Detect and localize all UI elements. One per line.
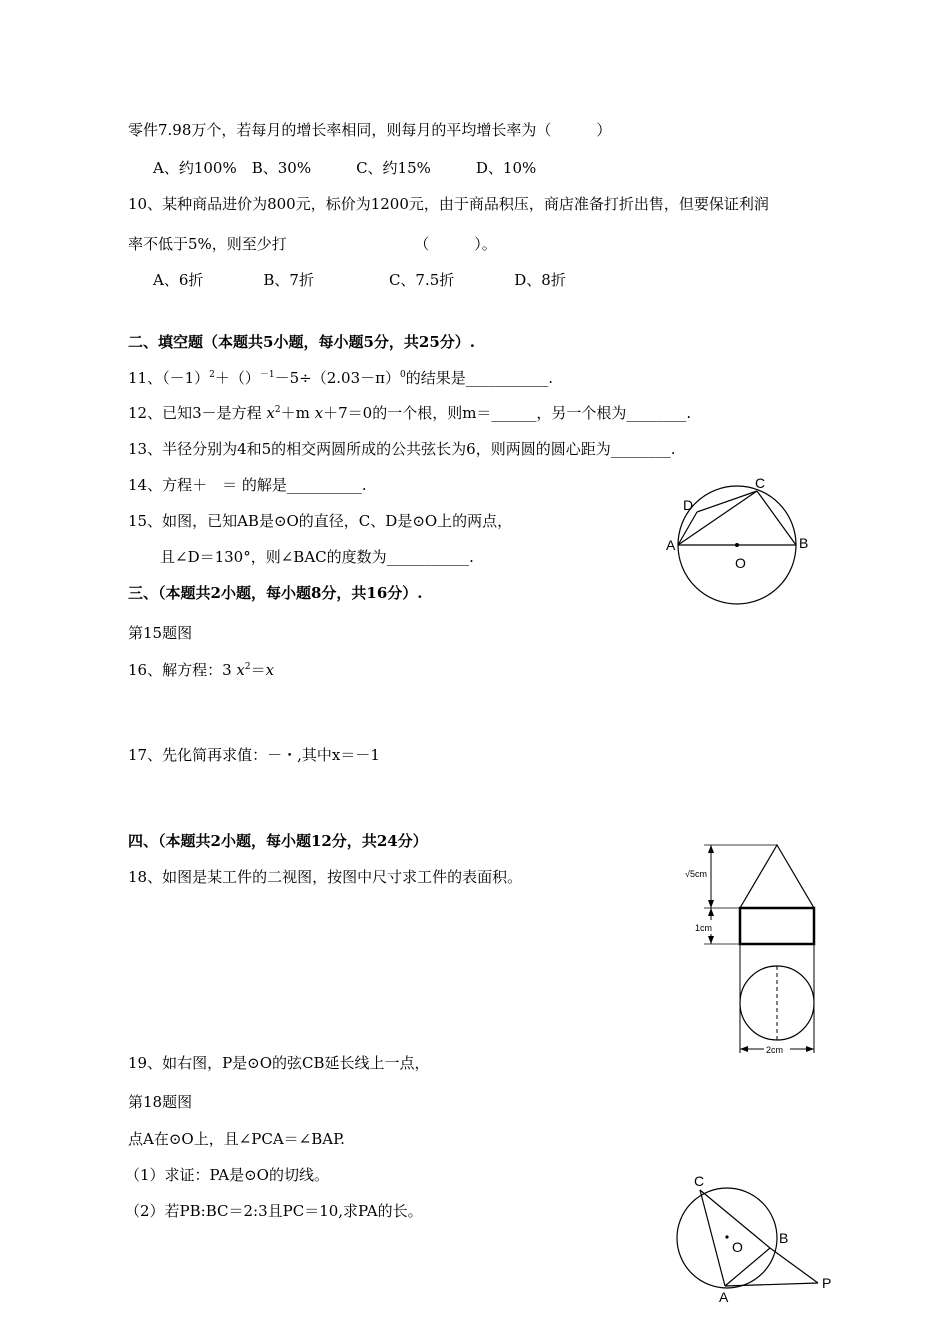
arrow-bottom xyxy=(708,936,714,944)
q19-line1: 19、如右图，P是⊙O的弦CB延长线上一点， xyxy=(128,1054,430,1072)
dimension-top-label: √5cm xyxy=(685,869,707,879)
arrow-mid-up xyxy=(708,900,714,908)
chord-ca xyxy=(700,1190,725,1286)
label-b: B xyxy=(799,535,809,551)
q10-line1: 10、某种商品进价为800元，标价为1200元，由于商品积压，商店准备打折出售，但要保证利润 xyxy=(128,195,769,213)
chord-cb xyxy=(757,491,796,545)
label-p: P xyxy=(822,1275,832,1291)
q16-x2: x xyxy=(265,661,275,679)
q11-sup3: 0 xyxy=(400,370,406,380)
q11 xyxy=(128,368,553,388)
q15-line2: 且∠D＝130°，则∠BAC的度数为___________. xyxy=(160,548,474,566)
q15-line1: 15、如图，已知AB是⊙O的直径，C、D是⊙O上的两点， xyxy=(128,512,513,530)
dimension-bottom-label: 2cm xyxy=(766,1045,784,1055)
arrow-mid-down xyxy=(708,908,714,916)
arrow-left xyxy=(740,1046,748,1052)
q11-c: －5÷（2.03－π） xyxy=(274,369,400,387)
q11-b: ＋（） xyxy=(214,369,260,387)
center-point xyxy=(725,1235,728,1238)
q19-part2: （2）若PB:BC＝2:3且PC＝10,求PA的长。 xyxy=(125,1202,423,1220)
figure18-caption: 第18题图 xyxy=(128,1093,193,1111)
q18: 18、如图是某工件的二视图，按图中尺寸求工件的表面积。 xyxy=(128,868,523,886)
q9-continuation: 零件7.98万个，若每月的增长率相同，则每月的平均增长率为（ ） xyxy=(128,121,612,139)
arrow-right xyxy=(806,1046,814,1052)
section2-title: 二、填空题（本题共5小题，每小题5分，共25分）. xyxy=(128,333,475,351)
q11-d: 的结果是___________. xyxy=(405,369,554,387)
q12 xyxy=(128,403,691,423)
q14: 14、方程＋ ＝ 的解是__________. xyxy=(128,476,367,494)
q19-part1: （1）求证：PA是⊙O的切线。 xyxy=(125,1166,329,1184)
label-a: A xyxy=(719,1289,729,1305)
q11-sup2: －1 xyxy=(259,370,275,380)
q12-x1: x xyxy=(266,404,275,422)
tangent-pa xyxy=(725,1283,818,1286)
q12-c: ＋7＝0的一个根，则m＝______，另一个根为________. xyxy=(323,404,692,422)
label-c: C xyxy=(694,1173,705,1189)
q16-x1: x xyxy=(236,661,245,679)
q17: 17、先化简再求值：－・,其中x＝－1 xyxy=(128,746,380,764)
center-point xyxy=(735,543,739,547)
q12-a: 12、已知3－是方程 xyxy=(128,404,262,422)
q9-options: A、约100% B、30% C、约15% D、10% xyxy=(153,159,537,177)
q13: 13、半径分别为4和5的相交两圆所成的公共弦长为6，则两圆的圆心距为________. xyxy=(128,440,676,458)
label-o: O xyxy=(732,1239,743,1255)
arrow-top xyxy=(708,845,714,853)
q10-options: A、6折 B、7折 C、7.5折 D、8折 xyxy=(153,271,566,289)
q12-sup: 2 xyxy=(274,405,281,415)
figure-15-circle-diagram xyxy=(660,470,820,620)
figure-19-circle-tangent-diagram xyxy=(670,1168,840,1308)
q16-a: 16、解方程：3 xyxy=(128,661,232,679)
q16-b: ＝ xyxy=(250,661,266,679)
q16 xyxy=(128,660,274,680)
segment-bp xyxy=(770,1248,818,1283)
q16-sup: 2 xyxy=(244,662,251,672)
cone-front-view xyxy=(740,845,814,908)
label-a: A xyxy=(666,537,676,553)
section4-title: 四、（本题共2小题，每小题12分，共24分） xyxy=(128,832,428,850)
label-c: C xyxy=(755,475,766,491)
q11-a: 11、（－1） xyxy=(128,369,210,387)
dimension-middle-label: 1cm xyxy=(695,923,713,933)
label-d: D xyxy=(683,497,694,513)
q12-b: ＋m xyxy=(280,404,310,422)
q19-line2: 点A在⊙O上，且∠PCA＝∠BAP. xyxy=(128,1130,345,1148)
section3-title: 三、（本题共2小题，每小题8分，共16分）. xyxy=(128,584,423,602)
q10-line2: 率不低于5%，则至少打 （ ）。 xyxy=(128,235,497,253)
figure-18-two-view-drawing xyxy=(680,835,830,1060)
label-b: B xyxy=(779,1230,789,1246)
figure15-caption: 第15题图 xyxy=(128,624,193,642)
label-o: O xyxy=(735,555,746,571)
q11-sup1: 2 xyxy=(209,370,215,380)
q12-x2: x xyxy=(314,404,324,422)
cylinder-front-view xyxy=(740,908,814,944)
